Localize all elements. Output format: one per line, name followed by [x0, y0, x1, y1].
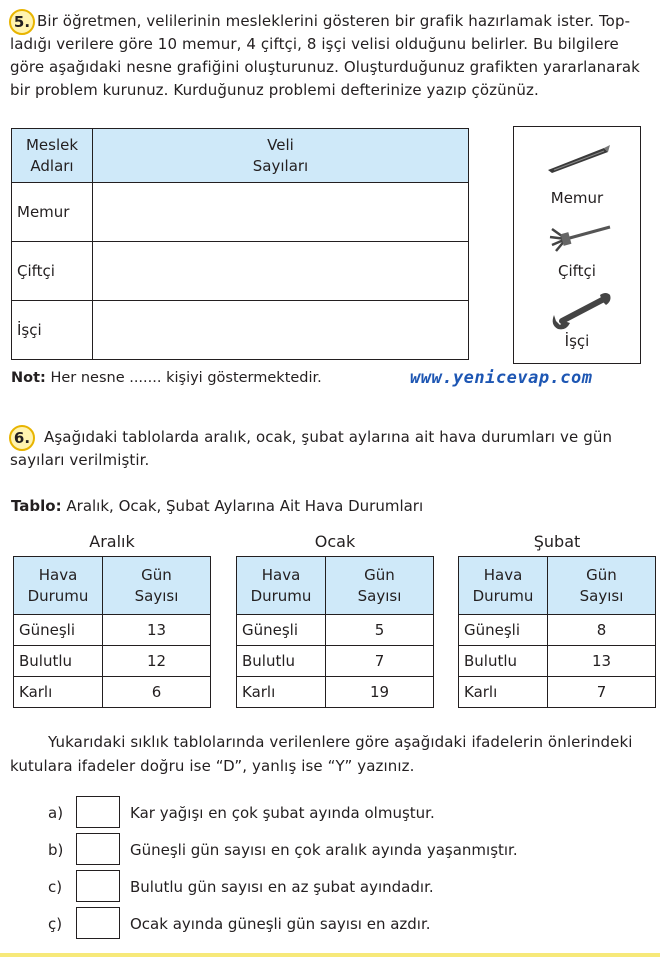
occupation-row-label: Çiftçi: [12, 242, 93, 301]
occupation-header-line-1: Meslek: [25, 135, 79, 154]
day-count-value: 13: [103, 615, 211, 646]
instruction-line-1: Yukarıdaki sıklık tablolarında verilenlere göre aşağıdaki ifadelerin önlerindeki: [48, 733, 633, 751]
question-5-line-4: bir problem kurunuz. Kurduğunuz problemi defterinize yazıp çözünüz.: [10, 81, 539, 99]
pen-icon: [544, 143, 612, 173]
question-5-line-1: Bir öğretmen, velilerinin mesleklerini gösteren bir grafik hazırlamak ister. Top-: [37, 12, 631, 30]
weather-header-cell: [459, 557, 548, 615]
weather-label: Karlı: [459, 677, 548, 708]
weather-table-aralik: [13, 556, 211, 708]
statement-text: Ocak ayında güneşli gün sayısı en azdır.: [130, 915, 431, 933]
pitchfork-icon: [548, 223, 612, 255]
day-count-value: 19: [326, 677, 434, 708]
day-count-value: 5: [326, 615, 434, 646]
day-count-value: 7: [326, 646, 434, 677]
day-count-header-line-1: Gün: [141, 565, 172, 584]
occupation-row-label: Memur: [12, 183, 93, 242]
weather-header-line-2: Durumu: [27, 586, 89, 605]
day-count-header-cell: [326, 557, 434, 615]
parent-count-header-cell: [93, 129, 469, 183]
weather-label: Karlı: [237, 677, 326, 708]
occupation-row-label: İşçi: [12, 301, 93, 360]
weather-label: Güneşli: [14, 615, 103, 646]
weather-label: Güneşli: [237, 615, 326, 646]
weather-header-cell: [237, 557, 326, 615]
parent-count-header-line-2: Sayıları: [252, 156, 309, 175]
question-6-line-2: sayıları verilmiştir.: [10, 451, 150, 469]
question-5-line-2: ladığı verilere göre 10 memur, 4 çiftçi, 8 işçi velisi olduğunu belirler. Bu bilgilere: [10, 35, 619, 53]
day-count-header-cell: [103, 557, 211, 615]
question-6-text: [10, 426, 660, 472]
question-5-text: [10, 10, 660, 102]
table-title-ocak: Ocak: [314, 532, 356, 551]
weather-header-cell: [14, 557, 103, 615]
instruction-line-2: kutulara ifadeler doğru ise “D”, yanlış ise “Y” yazınız.: [10, 757, 415, 775]
day-count-header-line-2: Sayısı: [357, 586, 402, 605]
day-count-header-cell: [548, 557, 656, 615]
answer-box[interactable]: [76, 833, 120, 865]
statement-text: Bulutlu gün sayısı en az şubat ayındadır.: [130, 878, 434, 896]
parent-count-cell[interactable]: [93, 242, 469, 301]
day-count-header-line-2: Sayısı: [579, 586, 624, 605]
page-bottom-bar: [0, 953, 660, 957]
table-caption: [11, 497, 423, 515]
day-count-value: 6: [103, 677, 211, 708]
statement-text: Kar yağışı en çok şubat ayında olmuştur.: [130, 804, 435, 822]
weather-label: Bulutlu: [14, 646, 103, 677]
answer-box[interactable]: [76, 796, 120, 828]
legend-label-memur: Memur: [550, 189, 604, 207]
day-count-value: 7: [548, 677, 656, 708]
statement-label: c): [48, 878, 63, 896]
day-count-header-line-1: Gün: [586, 565, 617, 584]
parent-count-cell[interactable]: [93, 301, 469, 360]
occupation-header-line-2: Adları: [30, 156, 74, 175]
day-count-value: 13: [548, 646, 656, 677]
weather-label: Güneşli: [459, 615, 548, 646]
question-5-line-3: göre aşağıdaki nesne grafiğini oluşturunuz. Oluşturduğunuz grafikten yararlanarak: [10, 58, 640, 76]
weather-header-line-1: Hava: [483, 565, 523, 584]
parent-count-header-line-1: Veli: [267, 135, 294, 154]
table-title-subat: Şubat: [533, 532, 581, 551]
instruction-text: [10, 730, 660, 778]
answer-box[interactable]: [76, 907, 120, 939]
parent-count-cell[interactable]: [93, 183, 469, 242]
table-caption-label: Tablo:: [11, 497, 62, 515]
legend-label-isci: İşçi: [564, 332, 590, 350]
object-legend-box: [513, 126, 641, 364]
note-line: [11, 370, 322, 386]
statement-label: ç): [48, 915, 63, 933]
day-count-value: 12: [103, 646, 211, 677]
day-count-value: 8: [548, 615, 656, 646]
weather-label: Karlı: [14, 677, 103, 708]
weather-header-line-2: Durumu: [250, 586, 312, 605]
occupation-header-cell: [12, 129, 93, 183]
answer-box[interactable]: [76, 870, 120, 902]
weather-header-line-1: Hava: [261, 565, 301, 584]
legend-label-ciftci: Çiftçi: [558, 262, 596, 280]
note-label: Not:: [11, 370, 46, 386]
question-6-number: 6.: [9, 425, 35, 451]
occupation-table: [11, 128, 469, 360]
question-5-number: 5.: [9, 9, 35, 35]
day-count-header-line-2: Sayısı: [134, 586, 179, 605]
weather-label: Bulutlu: [459, 646, 548, 677]
watermark: www.yenicevap.com: [410, 368, 593, 388]
table-caption-text: Aralık, Ocak, Şubat Aylarına Ait Hava Durumları: [66, 497, 424, 515]
weather-table-ocak: [236, 556, 434, 708]
weather-table-subat: [458, 556, 656, 708]
note-text: Her nesne ....... kişiyi göstermektedir.: [50, 370, 322, 386]
statement-label: b): [48, 841, 64, 859]
day-count-header-line-1: Gün: [364, 565, 395, 584]
statement-text: Güneşli gün sayısı en çok aralık ayında yaşanmıştır.: [130, 841, 518, 859]
table-title-aralik: Aralık: [89, 532, 135, 551]
wrench-icon: [548, 291, 612, 331]
statement-label: a): [48, 804, 64, 822]
weather-label: Bulutlu: [237, 646, 326, 677]
weather-header-line-2: Durumu: [472, 586, 534, 605]
weather-header-line-1: Hava: [38, 565, 78, 584]
question-6-line-1: Aşağıdaki tablolarda aralık, ocak, şubat aylarına ait hava durumları ve gün: [44, 428, 613, 446]
